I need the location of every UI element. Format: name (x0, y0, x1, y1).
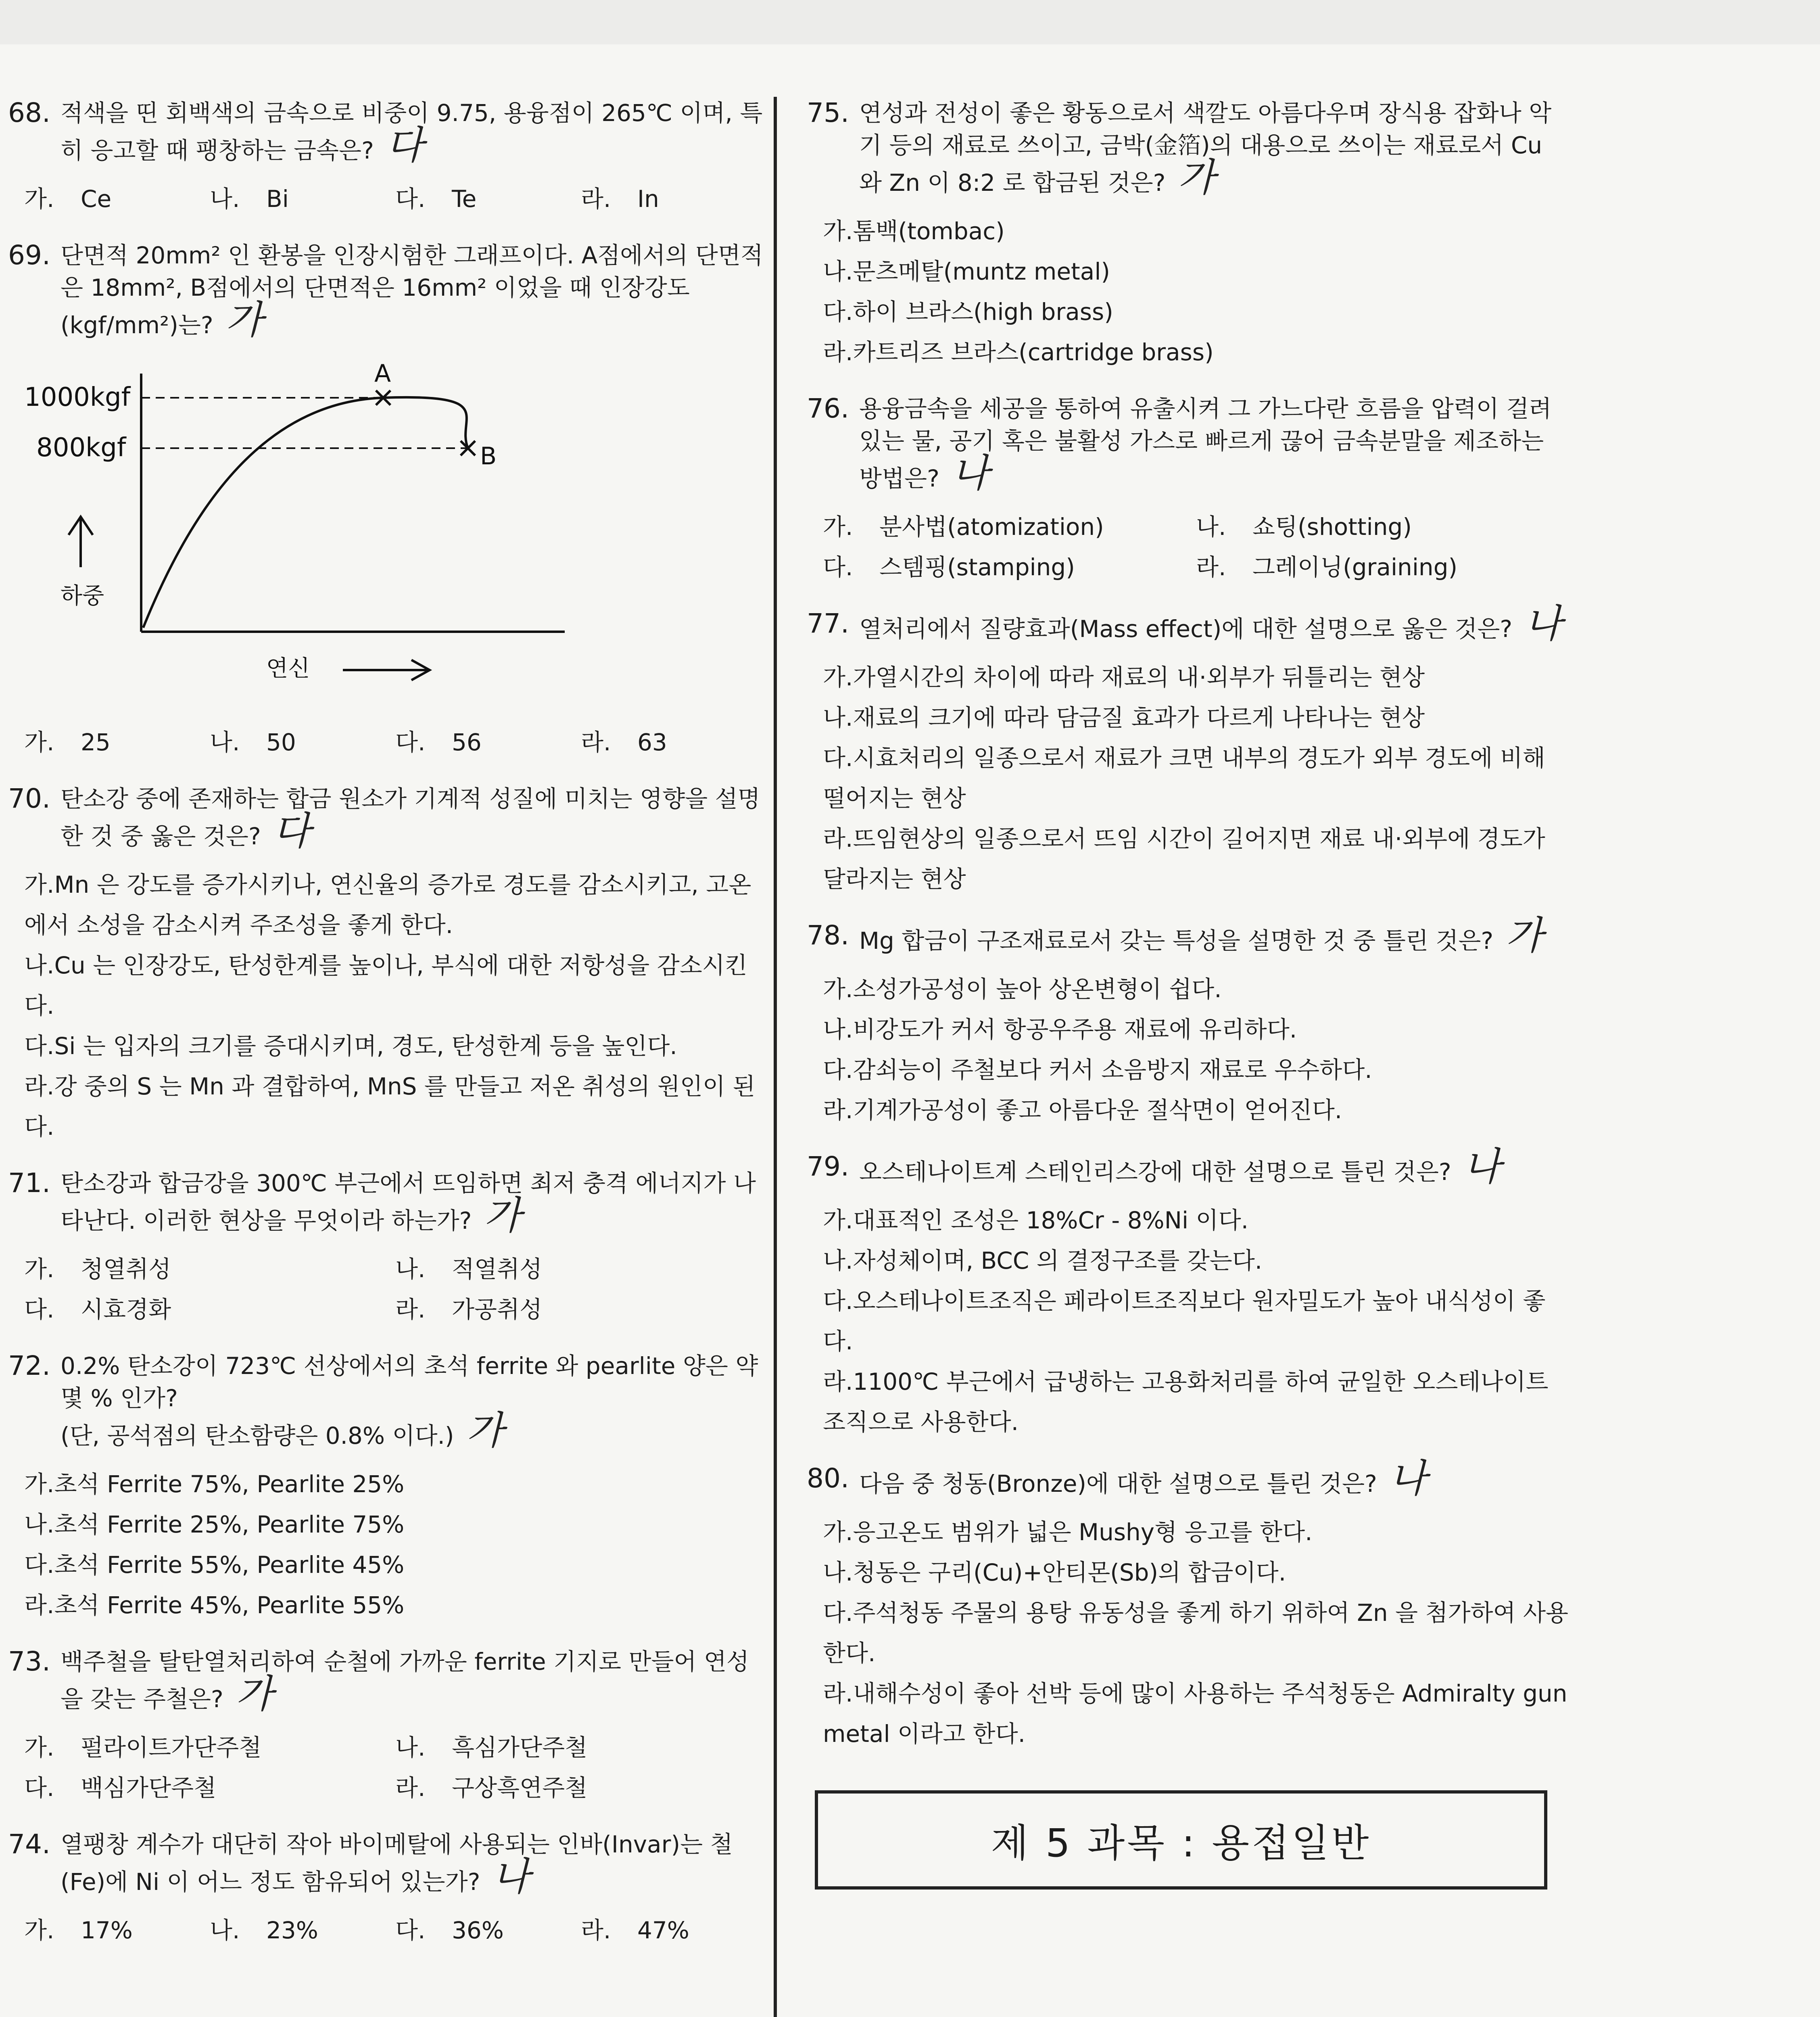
option-label: 가. (24, 729, 54, 756)
answer-options (807, 211, 1569, 372)
answer-option[interactable] (24, 179, 210, 219)
answer-option[interactable] (823, 332, 1569, 372)
handwritten-answer-mark: 나 (492, 1854, 530, 1899)
answer-options (8, 1249, 766, 1330)
answer-option[interactable] (823, 1512, 1569, 1552)
question-text (61, 97, 766, 167)
label-1000kgf: 1000kgf (24, 382, 131, 412)
answer-option[interactable] (823, 818, 1569, 899)
question-text (859, 1456, 1569, 1501)
option-label: 다. (823, 744, 853, 772)
question-text (859, 601, 1569, 646)
left-column (8, 97, 766, 1971)
question-number: 76. (807, 393, 849, 424)
answer-option[interactable] (581, 179, 766, 219)
handwritten-answer-mark: 다 (273, 808, 311, 854)
option-label: 라. (581, 1917, 611, 1944)
answer-option[interactable] (395, 1768, 766, 1808)
option-text: 펄라이트가단주철 (81, 1734, 262, 1761)
option-text: 50 (266, 729, 296, 756)
question-73 (8, 1645, 766, 1808)
answer-option[interactable] (24, 1727, 395, 1768)
question-stem (807, 1144, 1569, 1189)
handwritten-answer-mark: 나 (1524, 601, 1562, 646)
answer-options (807, 969, 1569, 1130)
option-text: 초석 Ferrite 45%, Pearlite 55% (54, 1591, 405, 1619)
question-stem (8, 1828, 766, 1898)
answer-option[interactable] (823, 1281, 1569, 1361)
question-text-body: 적색을 띤 회백색의 금속으로 비중이 9.75, 용융점이 265℃ 이며, 특히 응고할 때 팽창하는 금속은? (61, 99, 763, 164)
question-68 (8, 97, 766, 219)
answer-option[interactable] (24, 945, 766, 1026)
option-text: 카트리즈 브라스(cartridge brass) (853, 338, 1214, 366)
option-text: Cu 는 인장강도, 탄성한계를 높이나, 부식에 대한 저항성을 감소시킨다. (24, 952, 747, 1019)
answer-option[interactable] (210, 179, 395, 219)
answer-option[interactable] (1196, 547, 1569, 587)
answer-option[interactable] (823, 1552, 1569, 1593)
option-text: 가열시간의 차이에 따라 재료의 내·외부가 뒤틀리는 현상 (853, 664, 1425, 691)
answer-options (8, 1727, 766, 1808)
question-stem (807, 97, 1569, 199)
question-number: 73. (8, 1646, 50, 1677)
answer-options (807, 1200, 1569, 1442)
option-text: 23% (266, 1917, 318, 1944)
y-arrow-icon (69, 517, 93, 567)
question-text-body: 다음 중 청동(Bronze)에 대한 설명으로 틀린 것은? (859, 1470, 1377, 1497)
answer-option[interactable] (823, 211, 1569, 251)
option-text: 시효처리의 일종으로서 재료가 크면 내부의 경도가 외부 경도에 비해 떨어지는 현상 (823, 744, 1553, 812)
answer-option[interactable] (24, 1289, 395, 1330)
graph-svg (24, 357, 589, 704)
question-stem (8, 783, 766, 852)
answer-option[interactable] (24, 1910, 210, 1950)
question-stem (8, 1350, 766, 1452)
handwritten-answer-mark: 나 (1463, 1144, 1501, 1189)
question-stem (807, 913, 1569, 958)
option-text: 청열취성 (81, 1255, 171, 1283)
question-text-body: 0.2% 탄소강이 723℃ 선상에서의 초석 ferrite 와 pearlite 양은 약 몇 % 인가? (단, 공석점의 탄소함량은 0.8% 이다.) (61, 1352, 758, 1449)
option-label: 가. (823, 975, 853, 1003)
question-stem (8, 1645, 766, 1715)
answer-option[interactable] (24, 1249, 395, 1289)
option-label: 가. (823, 1207, 853, 1234)
question-number: 70. (8, 783, 50, 814)
option-label: 가. (24, 1734, 54, 1761)
option-label: 다. (823, 1056, 853, 1084)
option-text: 기계가공성이 좋고 아름다운 절삭면이 얻어진다. (853, 1096, 1342, 1124)
answer-option[interactable] (823, 969, 1569, 1009)
question-76 (807, 393, 1569, 587)
option-label: 다. (24, 1032, 54, 1060)
option-text: 스템핑(stamping) (879, 553, 1075, 581)
option-label: 가. (823, 217, 853, 245)
answer-option[interactable] (823, 1009, 1569, 1050)
option-label: 라. (1196, 553, 1226, 581)
option-text: 청동은 구리(Cu)+안티몬(Sb)의 합금이다. (853, 1559, 1286, 1586)
option-label: 나. (210, 185, 240, 213)
answer-option[interactable] (823, 547, 1196, 587)
handwritten-answer-mark: 나 (951, 451, 989, 496)
question-stem (807, 601, 1569, 646)
option-label: 라. (581, 185, 611, 213)
option-text: 오스테나이트조직은 페라이트조직보다 원자밀도가 높아 내식성이 좋다. (823, 1287, 1546, 1355)
answer-option[interactable] (395, 1727, 766, 1768)
answer-option[interactable] (395, 1249, 766, 1289)
handwritten-answer-mark: 나 (1389, 1456, 1427, 1501)
answer-options (807, 1512, 1575, 1754)
option-text: 적열취성 (452, 1255, 543, 1283)
answer-options (8, 864, 766, 1147)
option-text: 내해수성이 좋아 선박 등에 많이 사용하는 주석청동은 Admiralty gun metal 이라고 한다. (823, 1680, 1575, 1748)
question-text (61, 1828, 766, 1898)
handwritten-answer-mark: 가 (484, 1193, 522, 1238)
option-label: 라. (823, 1096, 853, 1124)
option-text: Bi (266, 185, 289, 213)
x-axis-label: 연신 (266, 656, 310, 682)
answer-option[interactable] (823, 1200, 1569, 1240)
option-label: 가. (24, 185, 54, 213)
option-text: 대표적인 조성은 18%Cr - 8%Ni 이다. (853, 1207, 1249, 1234)
option-text: 초석 Ferrite 55%, Pearlite 45% (54, 1551, 405, 1579)
question-text (61, 783, 766, 852)
scan-top-shadow (0, 0, 1820, 44)
option-text: 뜨임현상의 일종으로서 뜨임 시간이 길어지면 재료 내·외부에 경도가 달라지는 현상 (823, 825, 1553, 893)
answer-option[interactable] (24, 1585, 766, 1625)
option-label: 다. (24, 1296, 54, 1323)
option-label: 라. (823, 1368, 853, 1395)
option-label: 나. (823, 1247, 853, 1274)
question-text-body: 탄소강과 합금강을 300℃ 부근에서 뜨임하면 최저 충격 에너지가 나타난다. 이러한 현상을 무엇이라 하는가? (61, 1169, 756, 1234)
question-text (61, 239, 766, 341)
answer-option[interactable] (823, 697, 1569, 738)
question-text (859, 393, 1569, 495)
answer-options (8, 722, 766, 762)
option-label: 다. (24, 1551, 54, 1579)
answer-options (8, 1910, 766, 1950)
answer-option[interactable] (823, 1050, 1569, 1090)
option-text: 응고온도 범위가 넓은 Mushy형 응고를 한다. (853, 1518, 1313, 1546)
label-800kgf: 800kgf (36, 433, 126, 463)
question-stem (807, 393, 1569, 495)
answer-options (8, 1464, 766, 1625)
question-stem (8, 97, 766, 167)
option-label: 라. (395, 1296, 426, 1323)
answer-option[interactable] (24, 1504, 766, 1545)
option-text: Si 는 입자의 크기를 증대시키며, 경도, 탄성한계 등을 높인다. (54, 1032, 677, 1060)
answer-option[interactable] (24, 1768, 395, 1808)
option-text: In (637, 185, 659, 213)
option-text: Ce (81, 185, 112, 213)
answer-option[interactable] (823, 738, 1569, 818)
option-text: 1100℃ 부근에서 급냉하는 고용화처리를 하여 균일한 오스테나이트조직으로 사용한다. (823, 1368, 1549, 1436)
option-label: 나. (210, 1917, 240, 1944)
option-text: 강 중의 S 는 Mn 과 결합하여, MnS 를 만들고 저온 취성의 원인이 된다. (24, 1073, 756, 1140)
answer-option[interactable] (24, 1066, 766, 1147)
question-text (61, 1167, 766, 1237)
option-text: 비강도가 커서 항공우주용 재료에 유리하다. (853, 1016, 1297, 1043)
option-text: 주석청동 주물의 용탕 유동성을 좋게 하기 위하여 Zn 을 첨가하여 사용한다. (823, 1599, 1569, 1667)
option-label: 나. (823, 1559, 853, 1586)
question-text (859, 913, 1569, 958)
option-label: 라. (24, 1073, 54, 1100)
question-79 (807, 1144, 1569, 1442)
option-text: 톰백(tombac) (853, 217, 1005, 245)
handwritten-answer-mark: 다 (386, 123, 424, 168)
answer-option[interactable] (823, 1673, 1575, 1754)
handwritten-answer-mark: 가 (1177, 155, 1215, 200)
answer-options (8, 179, 766, 219)
option-label: 라. (823, 1680, 853, 1707)
option-label: 나. (823, 704, 853, 731)
question-number: 72. (8, 1350, 50, 1381)
option-text: 백심가단주철 (81, 1774, 217, 1802)
question-number: 80. (807, 1463, 849, 1494)
option-text: 25 (81, 729, 111, 756)
option-label: 가. (823, 513, 853, 541)
option-text: Te (452, 185, 477, 213)
point-b-label: B (480, 442, 497, 470)
answer-options (807, 507, 1569, 587)
x-arrow-icon (343, 660, 430, 680)
option-label: 다. (395, 729, 426, 756)
question-text-body: 열팽창 계수가 대단히 작아 바이메탈에 사용되는 인바(Invar)는 철(Fe)에 Ni 이 어느 정도 함유되어 있는가? (61, 1831, 733, 1896)
question-text-body: 오스테나이트계 스테인리스강에 대한 설명으로 틀린 것은? (859, 1158, 1451, 1186)
answer-option[interactable] (1196, 507, 1569, 547)
question-number: 78. (807, 920, 849, 951)
question-number: 74. (8, 1829, 50, 1860)
option-text: 17% (81, 1917, 133, 1944)
option-label: 나. (823, 1016, 853, 1043)
answer-options (807, 657, 1569, 899)
option-label: 가. (24, 1917, 54, 1944)
answer-option[interactable] (823, 1090, 1569, 1130)
option-label: 나. (210, 729, 240, 756)
option-label: 가. (24, 871, 54, 898)
question-stem (807, 1456, 1569, 1501)
question-text-body: 연성과 전성이 좋은 황동으로서 색깔도 아름다우며 장식용 잡화나 악기 등의 재료로 쓰이고, 금박(金箔)의 대용으로 쓰이는 재료로서 Cu 와 Zn 이 8:2 로 합금된 것은? (859, 99, 1552, 196)
option-label: 라. (395, 1774, 426, 1802)
option-label: 다. (823, 1287, 853, 1315)
question-80 (807, 1456, 1575, 1754)
option-text: 가공취성 (452, 1296, 543, 1323)
option-text: 자성체이며, BCC 의 결정구조를 갖는다. (853, 1247, 1263, 1274)
question-text-body: Mg 합금이 구조재료로서 갖는 특성을 설명한 것 중 틀린 것은? (859, 927, 1494, 954)
option-text: 초석 Ferrite 25%, Pearlite 75% (54, 1511, 405, 1538)
handwritten-answer-mark: 가 (225, 297, 263, 342)
answer-option[interactable] (823, 1361, 1569, 1442)
question-text (61, 1645, 766, 1715)
y-axis-label: 하중 (61, 583, 104, 609)
answer-option[interactable] (581, 722, 766, 762)
question-text (859, 1144, 1569, 1189)
option-label: 다. (823, 298, 853, 326)
option-text: 소성가공성이 높아 상온변형이 쉽다. (853, 975, 1222, 1003)
option-text: 63 (637, 729, 667, 756)
answer-option[interactable] (24, 1545, 766, 1585)
option-text: 재료의 크기에 따라 담금질 효과가 다르게 나타나는 현상 (853, 704, 1425, 731)
option-label: 라. (581, 729, 611, 756)
option-text: Mn 은 강도를 증가시키나, 연신율의 증가로 경도를 감소시키고, 고온에서 소성을 감소시켜 주조성을 좋게 한다. (24, 871, 751, 939)
option-text: 흑심가단주철 (452, 1734, 588, 1761)
option-label: 다. (395, 185, 426, 213)
section-title-box (815, 1790, 1547, 1890)
question-number: 68. (8, 97, 50, 128)
question-72 (8, 1350, 766, 1625)
option-label: 라. (24, 1591, 54, 1619)
question-stem (8, 239, 766, 341)
option-text: 구상흑연주철 (452, 1774, 588, 1802)
question-70 (8, 783, 766, 1147)
load-curve (143, 397, 468, 628)
question-text-body: 단면적 20mm² 인 환봉을 인장시험한 그래프이다. A점에서의 단면적은 18mm², B점에서의 단면적은 16mm² 이었을 때 인장강도(kgf/mm²)는? (61, 242, 763, 339)
option-label: 가. (24, 1470, 54, 1498)
answer-option[interactable] (210, 1910, 395, 1950)
point-a-label: A (374, 359, 391, 388)
handwritten-answer-mark: 가 (466, 1408, 504, 1453)
question-text-body: 열처리에서 질량효과(Mass effect)에 대한 설명으로 옳은 것은? (859, 615, 1513, 643)
question-stem (8, 1167, 766, 1237)
option-label: 다. (823, 553, 853, 581)
option-label: 가. (823, 664, 853, 691)
right-column (807, 97, 1575, 1890)
option-text: 쇼팅(shotting) (1252, 513, 1412, 541)
question-number: 79. (807, 1151, 849, 1182)
option-text: 감쇠능이 주철보다 커서 소음방지 재료로 우수하다. (853, 1056, 1372, 1084)
answer-option[interactable] (395, 1289, 766, 1330)
answer-option[interactable] (24, 722, 210, 762)
handwritten-answer-mark: 가 (1505, 913, 1543, 958)
question-71 (8, 1167, 766, 1330)
option-label: 라. (823, 338, 853, 366)
question-75 (807, 97, 1569, 372)
option-text: 하이 브라스(high brass) (853, 298, 1113, 326)
option-label: 나. (24, 952, 54, 979)
answer-option[interactable] (581, 1910, 766, 1950)
answer-option[interactable] (823, 657, 1569, 697)
option-text: 56 (452, 729, 482, 756)
option-text: 36% (452, 1917, 504, 1944)
question-78 (807, 913, 1569, 1130)
question-number: 69. (8, 240, 50, 271)
column-divider (774, 97, 777, 2017)
answer-option[interactable] (823, 292, 1569, 332)
handwritten-answer-mark: 가 (235, 1671, 273, 1716)
answer-option[interactable] (823, 507, 1196, 547)
option-text: 초석 Ferrite 75%, Pearlite 25% (54, 1470, 405, 1498)
question-text (859, 97, 1569, 199)
answer-option[interactable] (24, 864, 766, 945)
question-74 (8, 1828, 766, 1950)
option-text: 그레이닝(graining) (1252, 553, 1458, 581)
option-label: 다. (823, 1599, 853, 1627)
question-text-body: 용융금속을 세공을 통하여 유출시켜 그 가느다란 흐름을 압력이 걸려있는 물, 공기 혹은 불활성 가스로 빠르게 끊어 금속분말을 제조하는 방법은? (859, 395, 1552, 492)
option-text: 문츠메탈(muntz metal) (853, 258, 1110, 285)
answer-option[interactable] (395, 722, 581, 762)
question-text-body: 탄소강 중에 존재하는 합금 원소가 기계적 성질에 미치는 영향을 설명한 것 중 옳은 것은? (61, 785, 760, 850)
option-label: 나. (395, 1255, 426, 1283)
option-label: 다. (395, 1917, 426, 1944)
answer-option[interactable] (823, 251, 1569, 292)
question-number: 75. (807, 97, 849, 128)
question-text-body: 백주철을 탈탄열처리하여 순철에 가까운 ferrite 기지로 만들어 연성을 갖는 주철은? (61, 1648, 749, 1713)
question-text (61, 1350, 766, 1452)
question-77 (807, 601, 1569, 899)
question-number: 71. (8, 1167, 50, 1199)
answer-option[interactable] (823, 1593, 1569, 1673)
answer-option[interactable] (823, 1240, 1569, 1281)
option-label: 나. (24, 1511, 54, 1538)
answer-option[interactable] (395, 179, 581, 219)
option-label: 가. (24, 1255, 54, 1283)
option-label: 다. (24, 1774, 54, 1802)
option-label: 라. (823, 825, 853, 852)
question-number: 77. (807, 608, 849, 639)
section-title: 제 5 과목 : 용접일반 (991, 1820, 1371, 1866)
answer-option[interactable] (395, 1910, 581, 1950)
answer-option[interactable] (210, 722, 395, 762)
question-69 (8, 239, 766, 762)
answer-option[interactable] (24, 1026, 766, 1066)
option-label: 나. (395, 1734, 426, 1761)
option-text: 시효경화 (81, 1296, 171, 1323)
answer-option[interactable] (24, 1464, 766, 1504)
load-elongation-graph (24, 357, 766, 706)
option-label: 나. (823, 258, 853, 285)
option-label: 나. (1196, 513, 1226, 541)
option-label: 가. (823, 1518, 853, 1546)
option-text: 분사법(atomization) (879, 513, 1104, 541)
option-text: 47% (637, 1917, 689, 1944)
